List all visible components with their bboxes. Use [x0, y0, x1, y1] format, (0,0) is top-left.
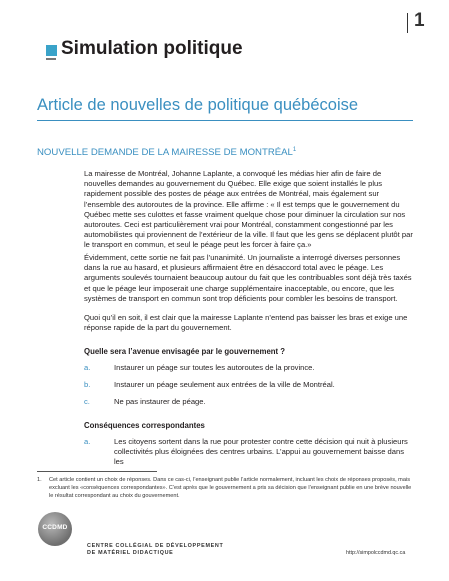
paragraph-3: Quoi qu’il en soit, il est clair que la mairesse Laplante n’entend pas baisser les bras et exige une réponse rapide de la part du gouvernement.: [84, 313, 408, 333]
question-title: Quelle sera l’avenue envisagée par le gouvernement ?: [84, 347, 286, 356]
footnote-reference: 1: [292, 147, 297, 153]
article-title: Article de nouvelles de politique québécoise: [37, 96, 359, 114]
logo-text: CCDMD: [42, 524, 68, 531]
footer-url[interactable]: http://simpolccdmd.qc.ca: [346, 550, 406, 556]
consequences-title: Conséquences correspondantes: [84, 421, 205, 430]
option-c: [84, 397, 206, 406]
organization-name: [87, 543, 224, 557]
article-body-3: [84, 313, 414, 333]
article-title-rule: [37, 120, 413, 121]
option-text: Ne pas instaurer de péage.: [114, 397, 206, 406]
option-b: [84, 380, 335, 389]
section-heading-text: NOUVELLE DEMANDE DE LA MAIRESSE DE MONTRÉAL: [37, 147, 293, 159]
option-letter: b.: [84, 380, 91, 389]
footnote-rule: [37, 471, 157, 472]
header-rule: [46, 58, 56, 60]
page-number: 1: [414, 10, 425, 31]
header-title: Simulation politique: [61, 38, 243, 59]
ccdmd-logo: [38, 512, 72, 546]
paragraph-1: La mairesse de Montréal, Johanne Laplante, a convoqué les médias hier afin de faire de nouvelles demandes au gouvernement du Québec. Elle exige que soient installés le plus rapidement possible des postes de péage aux entrées de Montréal, mais également sur l’ensemble des autoroutes de la province. Elle affirme : « Il est temps que le gouvernement du Québec mette ses culottes et fasse vraiment quelque chose pour diminuer la circulation sur nos autoroutes. Ceci est particulièrement vrai pour Montréal, constamment congestionné par les automobilistes qui proviennent de l’extérieur de la ville. Il faut que les gens se déplacent plutôt par le transport en commun, et seul le péage peut les forcer à faire ça.»: [84, 169, 413, 250]
option-letter: a.: [84, 363, 91, 372]
paragraph-2: Évidemment, cette sortie ne fait pas l’unanimité. Un journaliste a interrogé diverses personnes dans la rue au hasard, et plusieurs affirmaient être en désaccord total avec le péage. Les arguments soulevés tournaient beaucoup autour du fait que les contribuables sont déjà très taxés et que le péage leur imposerait une charge supplémentaire inacceptable, ou encore, que les systèmes de transport en commun sont trop déficients pour combler les besoins de transport.: [84, 253, 412, 303]
footnote: [37, 476, 413, 501]
consequence-a: [84, 437, 414, 468]
option-text: Instaurer un péage sur toutes les autoroutes de la province.: [114, 363, 315, 372]
option-letter: c.: [84, 397, 90, 406]
option-a: [84, 363, 315, 372]
header-square-icon: [46, 45, 57, 56]
page-number-rule: [407, 13, 408, 33]
consequence-text: Les citoyens sortent dans la rue pour protester contre cette décision qui nuit à plusieurs collectivités plus éloignées des centres urbains. L’appui au gouvernement baisse dans les: [114, 437, 408, 467]
consequence-letter: a.: [84, 437, 91, 446]
article-body: [84, 169, 414, 251]
footnote-number: 1.: [37, 477, 42, 483]
section-heading: [37, 147, 296, 158]
option-text: Instaurer un péage seulement aux entrées de la ville de Montréal.: [114, 380, 335, 389]
footnote-text: Cet article contient un choix de réponses. Dans ce cas-ci, l’enseignant publie l’article normalement, incluant les choix de réponses proposés, mais excluant les «conséquences correspondantes». C’est après que le gouvernement a pris sa décision que l’enseignant publie en une brève nouvelle le résultat correspondant au choix du gouvernement.: [49, 477, 412, 500]
org-line-1: CENTRE COLLÉGIAL DE DÉVELOPPEMENT: [87, 543, 224, 549]
article-body-2: [84, 253, 414, 304]
org-line-2: DE MATÉRIEL DIDACTIQUE: [87, 550, 174, 557]
